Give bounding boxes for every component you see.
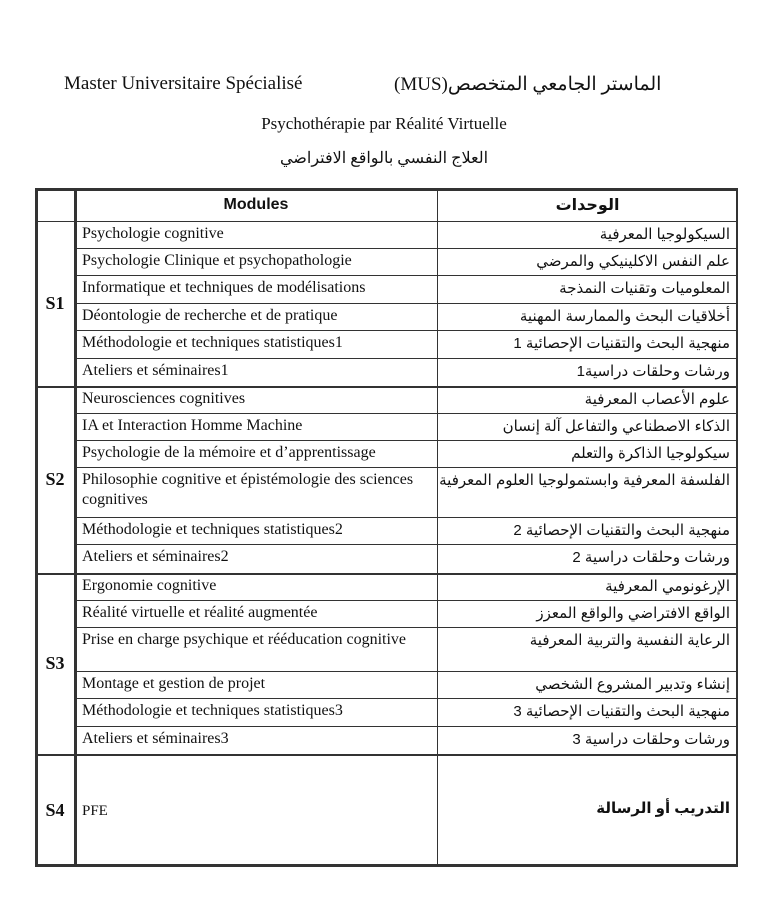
module-name-ar: منهجية البحث والتقنيات الإحصائية 2 [513, 522, 730, 539]
module-name-fr: Réalité virtuelle et réalité augmentée [82, 604, 318, 621]
title-arabic: الماستر الجامعي المتخصص(MUS) [394, 74, 662, 95]
module-name-ar: الإرغونومي المعرفية [605, 578, 730, 595]
module-name-ar: ورشات وحلقات دراسية 2 [572, 549, 730, 566]
module-name-ar: ورشات وحلقات دراسية1 [576, 363, 730, 380]
module-name-ar: السيكولوجيا المعرفية [599, 226, 730, 243]
module-name-fr: Philosophie cognitive et épistémologie des sciences cognitives [82, 471, 414, 508]
module-name-fr: Déontologie de recherche et de pratique [82, 307, 338, 324]
subtitle-french: Psychothérapie par Réalité Virtuelle [261, 114, 507, 133]
module-name-ar: ورشات وحلقات دراسية 3 [572, 731, 730, 748]
header-modules: Modules [223, 195, 289, 213]
module-name-ar: علم النفس الاكلينيكي والمرضي [536, 253, 730, 270]
module-name-fr: Méthodologie et techniques statistiques1 [82, 334, 343, 351]
module-name-fr: Informatique et techniques de modélisations [82, 279, 366, 296]
semester-label: S4 [45, 800, 65, 820]
module-name-ar: أخلاقيات البحث والممارسة المهنية [519, 308, 730, 325]
module-name-ar: سيكولوجيا الذاكرة والتعلم [571, 445, 730, 462]
module-name-fr: Méthodologie et techniques statistiques2 [82, 521, 343, 538]
module-name-fr: Montage et gestion de projet [82, 675, 266, 692]
module-name-ar: إنشاء وتدبير المشروع الشخصي [535, 676, 730, 693]
title-french: Master Universitaire Spécialisé [64, 73, 303, 94]
module-name-fr: Prise en charge psychique et rééducation cognitive [82, 631, 407, 648]
module-name-fr: Neurosciences cognitives [82, 390, 246, 407]
module-name-fr: Ergonomie cognitive [82, 577, 217, 594]
module-name-fr: Ateliers et séminaires2 [82, 548, 229, 565]
module-name-fr: Ateliers et séminaires1 [82, 362, 229, 379]
module-name-ar: الواقع الافتراضي والواقع المعزز [536, 605, 730, 622]
semester-label: S2 [45, 469, 65, 489]
module-name-fr: Psychologie de la mémoire et d’apprentissage [82, 444, 376, 461]
module-name-ar: التدريب أو الرسالة [596, 799, 730, 817]
module-name-ar: منهجية البحث والتقنيات الإحصائية 1 [513, 335, 730, 352]
module-name-ar: المعلوميات وتقنيات النمذجة [559, 280, 730, 297]
module-name-fr: Ateliers et séminaires3 [82, 730, 229, 747]
modules-table [35, 188, 738, 867]
module-name-ar: منهجية البحث والتقنيات الإحصائية 3 [513, 703, 730, 720]
module-name-fr: PFE [82, 802, 108, 819]
module-name-ar: الذكاء الاصطناعي والتفاعل آلة إنسان [502, 418, 730, 435]
subtitle-arabic: العلاج النفسي بالواقع الافتراضي [279, 150, 489, 167]
module-name-fr: Psychologie cognitive [82, 225, 224, 242]
header-wahadat: الوحدات [555, 196, 620, 214]
semester-label: S1 [45, 293, 65, 313]
module-name-fr: Méthodologie et techniques statistiques3 [82, 702, 343, 719]
module-name-ar: الفلسفة المعرفية وابستمولوجيا العلوم المعرفية [439, 472, 730, 489]
semester-label: S3 [45, 653, 65, 673]
module-name-fr: IA et Interaction Homme Machine [82, 417, 303, 434]
module-name-ar: الرعاية النفسية والتربية المعرفية [529, 632, 730, 649]
module-name-ar: علوم الأعصاب المعرفية [584, 391, 730, 408]
table-border-top [35, 188, 738, 191]
module-name-fr: Psychologie Clinique et psychopathologie [82, 252, 352, 269]
